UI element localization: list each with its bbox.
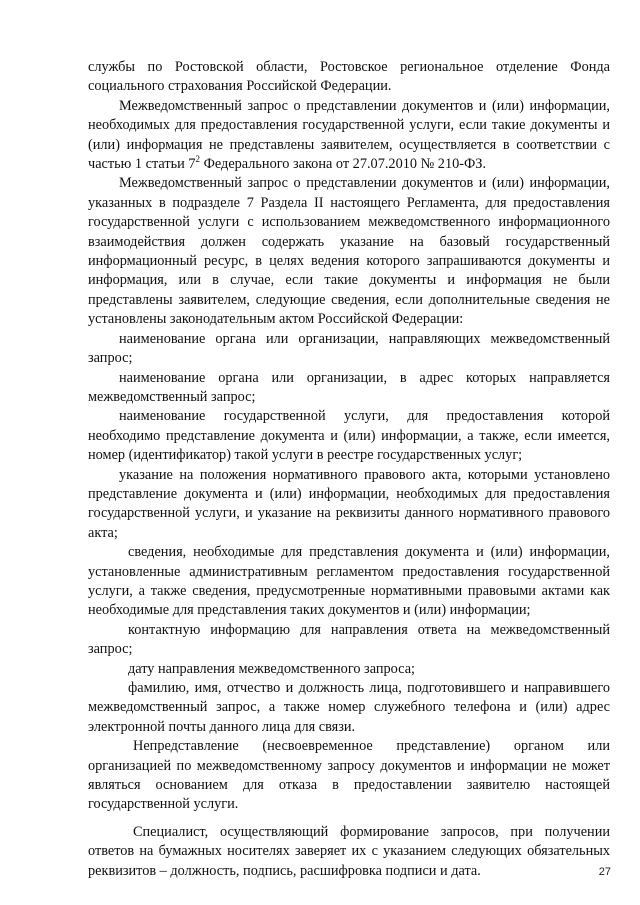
paragraph-text: Межведомственный запрос о представлении документов и (или) информации, необходимых для предоставления государственной услуги, если такие документы и (или) информация не представлены заявителем, осуществляется в соответствии с частью 1 статьи 7	[88, 97, 610, 173]
list-item: наименование органа или организации, в адрес которых направляется межведомственный запрос;	[88, 369, 610, 405]
page-number: 27	[598, 866, 611, 878]
list-item: наименование органа или организации, направляющих межведомственный запрос;	[88, 330, 610, 367]
paragraph: Специалист, осуществляющий формирование запросов, при получении ответов на бумажных носителях заверяет их с указанием следующих обязательных реквизитов – должность, подпись, расшифровка подписи и дата.	[88, 823, 610, 879]
paragraph	[88, 97, 610, 175]
paragraph: Непредставление (несвоевременное представление) органом или организацией по межведомственному запросу документов и информации не может являться основанием для отказа в предоставлении заявителю настоящей государственной услуги.	[88, 738, 610, 813]
list-item: фамилию, имя, отчество и должность лица, подготовившего и направившего межведомственный запрос, а также номер служебного телефона и (или) адрес электронной почты данного лица для связи.	[88, 680, 610, 735]
paragraph-text: Федерального закона от 27.07.2010 № 210-ФЗ.	[200, 156, 487, 173]
list-item: сведения, необходимые для представления документа и (или) информации, установленные административным регламентом предоставления государственной услуги, а также сведения, предусмотренные нормативными правовыми актами как необходимые для представления таких документов и (или) информации;	[88, 544, 610, 619]
paragraph: службы по Ростовской области, Ростовское региональное отделение Фонда социального страхования Российской Федерации.	[88, 59, 610, 95]
list-item: наименование государственной услуги, для предоставления которой необходимо представление документа и (или) информации, а также, если имеется, номер (идентификатор) такой услуги в реестре государственных услуг;	[88, 408, 610, 464]
paragraph: Межведомственный запрос о представлении документов и (или) информации, указанных в подразделе 7 Раздела II настоящего Регламента, для предоставления государственной услуги с использованием межведомственного информационного взаимодействия должен содержать указание на базовый государственный информационный ресурс, в целях ведения которого запрашиваются документы и информация, или в случае, если такие документы и информация не были представлены заявителем, следующие сведения, если дополнительные сведения не установлены законодательным актом Российской Федерации:	[88, 175, 610, 328]
list-item: дату направления межведомственного запроса;	[128, 660, 416, 677]
list-item: контактную информацию для направления ответа на межведомственный запрос;	[88, 621, 610, 658]
superscript: 2	[195, 154, 201, 165]
list-item: указание на положения нормативного правового акта, которыми установлено представление документа и (или) информации, необходимых для предоставления государственной услуги, и указание на реквизиты данного нормативного правового акта;	[88, 466, 610, 541]
document-body	[88, 58, 610, 881]
